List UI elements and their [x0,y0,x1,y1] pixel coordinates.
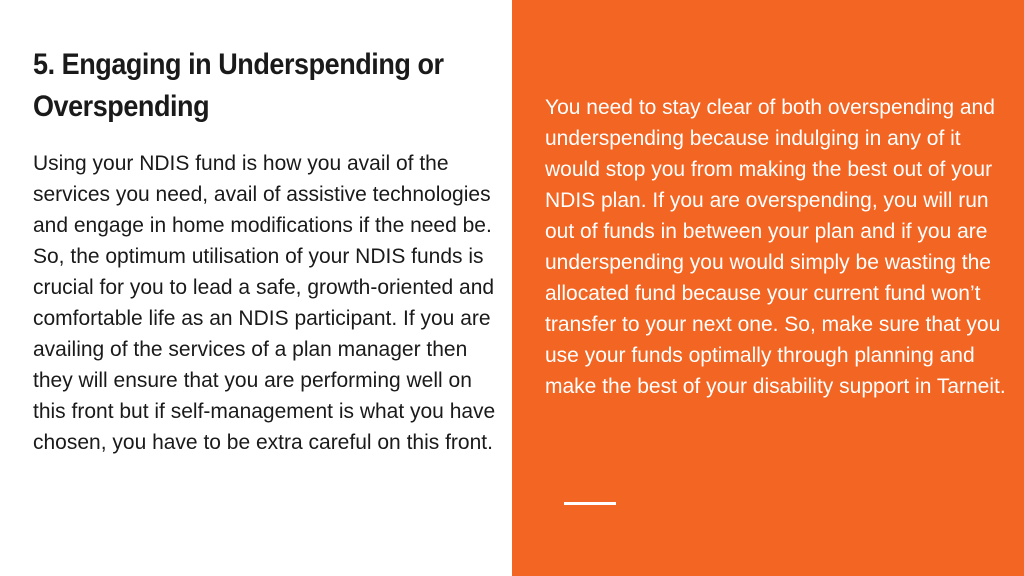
left-body-text: Using your NDIS fund is how you avail of the services you need, avail of assistive technologies and engage in home modifications if the need be. So, the optimum utilisation of your NDIS funds is crucial for you to lead a safe, growth-oriented and comfortable life as an NDIS participant. If you are availing of the services of a plan manager then they will ensure that you are performing well on this front but if self-management is what you have chosen, you have to be extra careful on this front. [33,152,496,454]
right-accent-panel [512,0,1024,576]
decorative-underline [564,502,616,505]
right-body-text: You need to stay clear of both overspending and underspending because indulging in any of it would stop you from making the best out of your NDIS plan. If you are overspending, you will run out of funds in between your plan and if you are underspending you would simply be wasting the allocated fund because your current fund won’t transfer to your next one. So, make sure that you use your funds optimally through planning and make the best of your disability support in Tarneit. [545,96,1006,398]
slide-title: 5. Engaging in Underspending or Overspending [33,48,444,123]
